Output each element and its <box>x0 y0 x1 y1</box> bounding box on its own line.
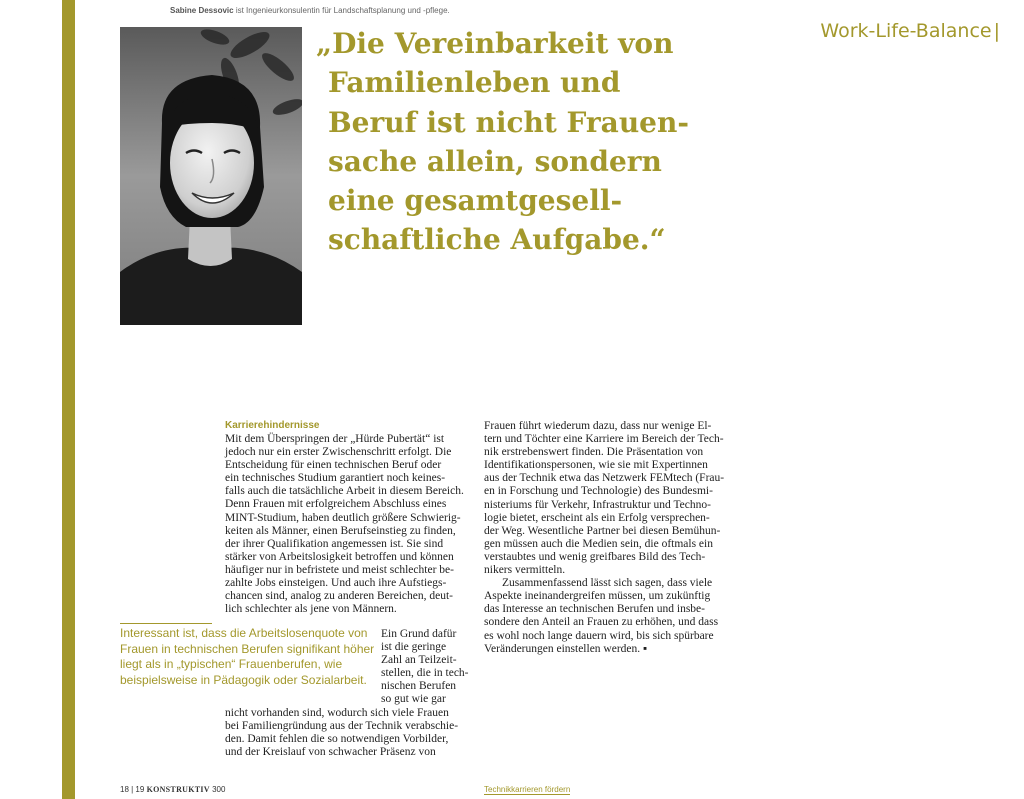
section-title <box>820 20 1000 42</box>
quote-line: eine gesamtgesell- <box>328 184 623 218</box>
pullquote-line: Frauen in technischen Berufen signifikant höher <box>120 641 375 656</box>
text-line: chancen sind, analog zu anderen Bereichen, deut- <box>225 590 453 603</box>
text-line: Frauen führt wiederum dazu, dass nur wenige El- <box>484 420 712 432</box>
text-line: Veränderungen einstellen werden. ▪ <box>484 642 648 655</box>
pullquote-line: liegt als in „typischen“ Frauenberufen, wie <box>120 657 343 671</box>
issue-number: 300 <box>212 785 226 794</box>
headline-quote <box>316 24 689 260</box>
page-folio <box>120 785 225 794</box>
text-line: en in Forschung und Technologie) des Bundesmi- <box>484 485 713 498</box>
text-line: Mit dem Überspringen der „Hürde Pubertät“ ist <box>225 433 445 445</box>
quote-line: „Die Vereinbarkeit von <box>316 27 674 60</box>
text-line: häufiger nur in befristete und meist schlechter be- <box>225 563 454 576</box>
text-line: stellen, die in tech- <box>381 667 469 680</box>
text-line: nik erstrebenswert finden. Die Präsentation von <box>484 446 704 459</box>
text-line: Denn Frauen mit erfolgreichem Abschluss eines <box>225 498 447 511</box>
article-column-1-tail <box>225 707 475 759</box>
portrait-photo <box>120 27 302 325</box>
text-line: MINT-Studium, haben deutlich größere Schwierig- <box>225 511 461 524</box>
text-line: keiten als Männer, einen Berufseinstieg zu finden, <box>225 524 456 537</box>
text-line: Identifikationspersonen, wie sie mit Expertinnen <box>484 459 708 472</box>
pullquote-line: Interessant ist, dass die Arbeitslosenquote von <box>120 626 368 640</box>
article-column-1 <box>225 433 475 616</box>
text-line: bei Familiengründung aus der Technik verabschie- <box>225 720 459 733</box>
text-line: gen müssen auch die Medien sein, die oftmals ein <box>484 537 713 550</box>
text-line: logie bietet, erscheint als ein Erfolg versprechen- <box>484 511 710 524</box>
text-line: falls auch die tatsächliche Arbeit in diesem Bereich. <box>225 485 464 498</box>
pullquote-line: beispielsweise in Pädagogik oder Sozialarbeit. <box>120 672 367 687</box>
text-line: und der Kreislauf von schwacher Präsenz von <box>225 746 436 759</box>
text-line: Ein Grund dafür <box>381 628 457 640</box>
text-line: aus der Technik etwa das Netzwerk FEMtech (Frau- <box>484 472 725 485</box>
text-line: es wohl noch lange dauern wird, bis sich spürbare <box>484 629 714 642</box>
text-line: nischen Berufen <box>381 680 457 693</box>
section-separator: | <box>993 20 1000 42</box>
text-line: den. Damit fehlen die so notwendigen Vorbilder, <box>225 733 449 746</box>
caption-name: Sabine Dessovic <box>170 6 234 15</box>
portrait-illustration <box>120 27 302 325</box>
quote-line: schaftliche Aufgabe.“ <box>328 223 666 257</box>
text-line: zahlte Jobs einsteigen. Und auch ihre Aufstiegs- <box>225 577 447 590</box>
text-line: Zahl an Teilzeit- <box>381 654 457 667</box>
text-line: so gut wie gar <box>381 693 446 706</box>
text-line: verstaubtes und wenig greifbares Bild des Tech- <box>484 550 706 563</box>
text-line: jedoch nur ein erster Zwischenschritt erfolgt. Die <box>225 446 452 459</box>
text-line: ist die geringe <box>381 641 447 654</box>
text-line: stärker von Arbeitslosigkeit betroffen und können <box>225 550 454 563</box>
text-line: Entscheidung für einen technischen Beruf oder <box>225 459 442 472</box>
text-line: ein technisches Studium garantiert noch keines- <box>225 472 446 485</box>
running-footer: Technikkarrieren fördern <box>484 785 571 794</box>
quote-line: Beruf ist nicht Frauen- <box>328 105 689 139</box>
accent-sidebar-bar <box>62 0 75 799</box>
pullquote-rule <box>120 623 212 624</box>
page-numbers: 18 | 19 <box>120 785 145 794</box>
article-column-1-wrap <box>381 628 481 707</box>
pullquote <box>120 626 380 688</box>
text-line: tern und Töchter eine Karriere im Bereich der Tech- <box>484 433 724 446</box>
text-line: der ihrer Qualifikation angemessen ist. Sie sind <box>225 537 444 550</box>
article-subhead: Karrierehindernisse <box>225 420 320 431</box>
magazine-brand: KONSTRUKTIV <box>146 785 210 794</box>
caption-text: ist Ingenieurkonsulentin für Landschaftsplanung und -pflege. <box>233 6 450 15</box>
quote-line: Familienleben und <box>328 66 621 100</box>
text-line: der Weg. Wesentliche Partner bei diesen Bemühun- <box>484 524 721 537</box>
text-line: nikers vermitteln. <box>484 564 566 577</box>
text-line: Zusammenfassend lässt sich sagen, dass viele <box>502 577 713 590</box>
text-line: nisteriums für Verkehr, Infrastruktur und Techno- <box>484 498 711 511</box>
section-label: Work-Life-Balance <box>820 20 992 42</box>
text-line: lich schlechter als jene von Männern. <box>225 603 397 616</box>
text-line: das Interesse an technischen Berufen und insbe- <box>484 603 705 616</box>
text-line: Aspekte ineinandergreifen müssen, um zukünftig <box>484 590 711 603</box>
article-column-2 <box>484 420 734 656</box>
quote-line: sache allein, sondern <box>328 144 662 178</box>
text-line: sondere den Anteil an Frauen zu erhöhen, und dass <box>484 616 719 629</box>
text-line: nicht vorhanden sind, wodurch sich viele Frauen <box>225 707 449 719</box>
photo-caption <box>170 6 450 15</box>
